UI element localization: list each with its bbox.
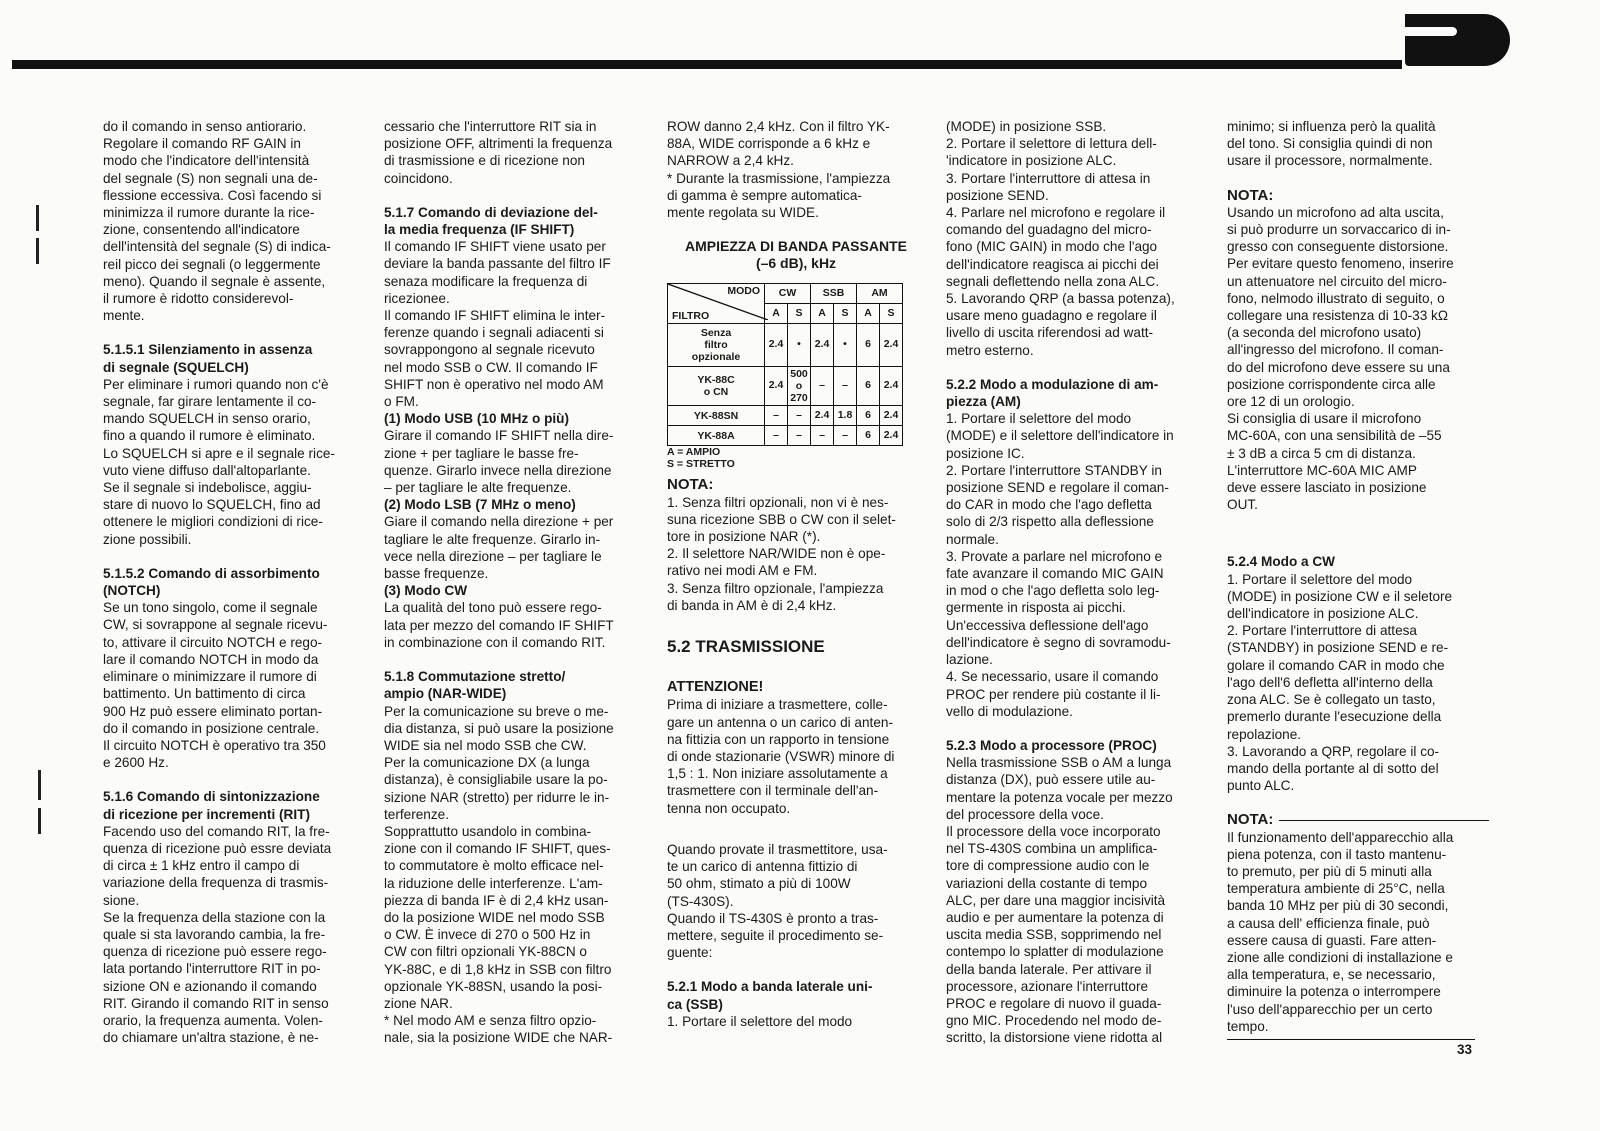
mode-header: SSB bbox=[811, 283, 857, 303]
paragraph: ROW danno 2,4 kHz. Con il filtro YK- 88A, WIDE corrisponde a 6 kHz e NARROW a 2,4 kHz. * Durante la trasmissione, l'ampiezza di gamma è sempre automatica- mente regolata su WIDE. bbox=[667, 119, 891, 221]
subcol-header: S bbox=[834, 303, 857, 323]
row-label: YK-88C o CN bbox=[668, 367, 765, 406]
mode-header: AM bbox=[857, 283, 903, 303]
paragraph: Il funzionamento dell'apparecchio alla piena potenza, con il tasto mantenu- to premuto, per più di 5 minuti alla temperatura ambiente di 25°C, nella banda 10 MHz per più di 30 secondi, a causa dell' efficienza finale, può essere causa di guasti. Fare atten- zione alle condizioni di installazione e alla temperatura, e, se necessario, diminuire la potenza o interrompere l'uso dell'apparecchio per un certo tempo. bbox=[1227, 829, 1454, 1034]
table-cell: 2.4 bbox=[811, 406, 834, 426]
chapter-tab bbox=[1405, 14, 1510, 66]
paragraph: do il comando in senso antiorario. Regolare il comando RF GAIN in modo che l'indicatore dell'intensità del segnale (S) non segnali una de- flessione eccessiva. Così facendo si minimizza il rumore durante la rice- zione, consentendo all'indicatore dell'intensità del segnale (S) di indica- reil picco dei segnali (o leggermente meno). Quando il segnale è assente, il rumore è ridotto considerevol- mente. bbox=[103, 119, 331, 324]
paragraph: Girare il comando IF SHIFT nella dire- zione + per tagliare le basse fre- quenze. Girarlo invece nella direzione – per tagliare le alte frequenze. bbox=[384, 428, 614, 496]
mode-label: MODO bbox=[727, 284, 760, 297]
table-cell: • bbox=[834, 324, 857, 367]
table-title: AMPIEZZA DI BANDA PASSANTE (–6 dB), kHz bbox=[685, 238, 907, 272]
paragraph: 1. Senza filtri opzionali, non vi è nes- suna ricezione SBB o CW con il selet- tore in posizione NAR (*). 2. Il selettore NAR/WIDE non è ope- rativo nei modi AM e FM. 3. Senza filtro opzionale, l'ampiezza di banda in AM è di 2,4 kHz. bbox=[667, 494, 896, 613]
table-cell: – bbox=[765, 406, 788, 426]
paragraph: (MODE) in posizione SSB. 2. Portare il selettore di lettura dell- 'indicatore in posizione ALC. 3. Portare l'interruttore di attesa in posizione SEND. 4. Parlare nel microfono e regolare il comando del guadagno del micro- fono (MIC GAIN) in modo che l'ago dell'indicatore reagisca ai picchi dei segnali deflettendo nella zona ALC. 5. Lavorando QRP (a bassa potenza), usare meno guadagno e regolare il livello di uscita riferendosi ad watt- metro esterno. bbox=[946, 119, 1175, 358]
table-row bbox=[668, 367, 903, 406]
subcol-header: S bbox=[880, 303, 903, 323]
table-legend: A = AMPIO S = STRETTO bbox=[667, 446, 735, 471]
header-rule bbox=[12, 60, 1402, 69]
section-title: 5.2 TRASMISSIONE bbox=[667, 637, 825, 657]
paragraph: Giare il comando nella direzione + per tagliare le alte frequenze. Girarlo in- vece nella direzione – per tagliare le basse frequenze. bbox=[384, 514, 614, 582]
row-label: Senza filtro opzionale bbox=[668, 324, 765, 367]
page-number: 33 bbox=[1457, 1042, 1473, 1057]
table-row bbox=[668, 426, 903, 446]
table-cell: 6 bbox=[857, 367, 880, 406]
column-3 bbox=[667, 118, 925, 1030]
binding-mark bbox=[38, 770, 41, 800]
paragraph: Facendo uso del comando RIT, la fre- quenza di ricezione può essre deviata di circa ± 1 kHz entro il campo di variazione della frequenza di trasmis- sione. Se la frequenza della stazione con la quale si sta lavorando cambia, la fre- quenza di ricezione può essere rego- lata portando l'interruttore RIT in po- sizione ON e azionando il comando RIT. Girando il comando RIT in senso orario, la frequenza aumenta. Volen- do chiamare un'altra stazione, è ne- bbox=[103, 823, 332, 1046]
paragraph: Per la comunicazione su breve o me- dia distanza, si può usare la posizione WIDE sia nel modo SSB che CW. Per la comunicazione DX (a lunga distanza), è consigliabile usare la po- sizione NAR (stretto) per ridurre le in- terferenze. Sopprattutto usandolo in combina- zione con il comando IF SHIFT, ques- to commutatore è molto efficace nel- la riduzione delle interferenze. L'am- piezza di banda IF è di 2,4 kHz usan- do la posizione WIDE nel modo SSB o CW. È invece di 270 o 500 Hz in CW con filtri opzionali YK-88CN o YK-88C, e di 1,8 kHz in SSB con filtro opzionale YK-88SN, usando la posi- zione NAR. * Nel modo AM e senza filtro opzio- nale, sia la posizione WIDE che NAR- bbox=[384, 703, 614, 1046]
subheading: (1) Modo USB (10 MHz o più) bbox=[384, 411, 570, 427]
nota-title: NOTA: bbox=[1227, 186, 1274, 204]
paragraph: Se un tono singolo, come il segnale CW, si sovrappone al segnale ricevu- to, attivare il circuito NOTCH e rego- lare il comando NOTCH in modo da eliminare o minimizzare il rumore di battimento. Un battimento di circa 900 Hz può essere eliminato portan- do il comando in posizione centrale. Il circuito NOTCH è operativo tra 350 e 2600 Hz. bbox=[103, 600, 328, 771]
row-label: YK-88SN bbox=[668, 406, 765, 426]
paragraph: 1. Portare il selettore del modo (MODE) in posizione CW e il seletore dell'indicatore in posizione ALC. 2. Portare l'interruttore di attesa (STANDBY) in posizione SEND e re- golare il comando CAR in modo che l'ago dell'6 defletta all'interno della zona ALC. Se è collegato un tasto, premerlo durante l'esecuzione della repolazione. 3. Lavorando a QRP, regolare il co- mando della portante al di sotto del punto ALC. bbox=[1227, 571, 1453, 794]
subheading: (3) Modo CW bbox=[384, 583, 468, 599]
paragraph: minimo; si influenza però la qualità del tono. Si consiglia quindi di non usare il processore, normalmente. bbox=[1227, 119, 1436, 169]
subcol-header: S bbox=[788, 303, 811, 323]
paragraph: Per eliminare i rumori quando non c'è segnale, far girare lentamente il co- mando SQUELCH in senso orario, fino a quando il rumore è eliminato. Lo SQUELCH si apre e il segnale rice- vuto viene diffuso dall'altoparlante. Se il segnale si indebolisce, aggiu- stare di nuovo lo SQUELCH, fino ad ottenere le migliori condizioni di rice- zione possibili. bbox=[103, 376, 335, 547]
paragraph: cessario che l'interruttore RIT sia in posizione OFF, altrimenti la frequenza di trasmissione e di ricezione non coincidono. bbox=[384, 119, 613, 186]
section-heading: 5.2.4 Modo a CW bbox=[1227, 554, 1336, 570]
paragraph: 1. Portare il selettore del modo bbox=[667, 1013, 853, 1029]
subheading: (2) Modo LSB (7 MHz o meno) bbox=[384, 497, 576, 513]
mode-header: CW bbox=[765, 283, 811, 303]
nota-end-rule bbox=[1227, 1039, 1475, 1040]
table-cell: – bbox=[811, 367, 834, 406]
table-cell: 2.4 bbox=[765, 324, 788, 367]
column-1 bbox=[103, 118, 365, 1046]
section-heading: 5.1.5.2 Comando di assorbimento (NOTCH) bbox=[103, 565, 320, 599]
section-heading: 5.2.1 Modo a banda laterale uni- ca (SSB) bbox=[667, 979, 873, 1012]
warning-title: ATTENZIONE! bbox=[667, 679, 764, 696]
nota-title: NOTA: bbox=[667, 476, 714, 494]
table-corner bbox=[668, 283, 765, 323]
table-cell: 2.4 bbox=[880, 324, 903, 367]
section-heading: 5.1.6 Comando di sintonizzazione di ricezione per incrementi (RIT) bbox=[103, 789, 320, 822]
paragraph: Nella trasmissione SSB o AM a lunga distanza (DX), può essere utile au- mentare la potenza vocale per mezzo del processore della voce. Il processore della voce incorporato nel TS-430S combina un amplifica- tore di compressione audio con le variazioni della costante di tempo ALC, per dare una maggior incisività audio e per aumentare la potenza di uscita media SSB, sopprimendo nel contempo lo splatter di modulazione della banda laterale. Per attivare il processore, azionare l'interruttore PROC e regolare di nuovo il guada- gno MIC. Procedendo nel modo de- scritto, la distorsione viene ridotta al bbox=[946, 755, 1173, 1046]
binding-mark bbox=[36, 205, 39, 231]
table-cell: 1.8 bbox=[834, 406, 857, 426]
nota-rule bbox=[1279, 820, 1489, 821]
paragraph: 1. Portare il selettore del modo (MODE) e il selettore dell'indicatore in posizione IC. 2. Portare l'interruttore STANDBY in posizione SEND e regolare il coman- do CAR in modo che l'ago defletta solo di 2/3 rispetto alla deflessione normale. 3. Provate a parlare nel microfono e fate avanzare il comando MIC GAIN in mod o che l'ago defletta solo leg- germente in risposta ai picchi. Un'eccessiva deflessione dell'ago dell'indicatore è segno di sovramodu- lazione. 4. Se necessario, usare il comando PROC per rendere più costante il li- vello di modulazione. bbox=[946, 411, 1174, 719]
binding-mark bbox=[38, 808, 41, 834]
table-cell: – bbox=[811, 426, 834, 446]
subcol-header: A bbox=[811, 303, 834, 323]
section-heading: 5.2.3 Modo a processore (PROC) bbox=[946, 737, 1157, 753]
table-row bbox=[668, 324, 903, 367]
nota-header bbox=[1227, 811, 1489, 828]
column-5 bbox=[1227, 118, 1489, 1040]
subcol-header: A bbox=[857, 303, 880, 323]
table-cell: – bbox=[788, 426, 811, 446]
table-cell: • bbox=[788, 324, 811, 367]
table-cell: – bbox=[834, 426, 857, 446]
paragraph: Il comando IF SHIFT viene usato per deviare la banda passante del filtro IF senaza modificare la frequenza di ricezionee. Il comando IF SHIFT elimina le inter- ferenze quando i segnali adiacenti si sovrappongono al segnale ricevuto nel modo SSB o CW. Il comando IF SHIFT non è operativo nel modo AM o FM. bbox=[384, 239, 611, 410]
table-cell: 500 o 270 bbox=[788, 367, 811, 406]
table-cell: – bbox=[765, 426, 788, 446]
paragraph: La qualità del tono può essere rego- lata per mezzo del comando IF SHIFT in combinazione con il comando RIT. bbox=[384, 600, 614, 650]
section-heading: 5.1.5.1 Silenziamento in assenza di segnale (SQUELCH) bbox=[103, 342, 313, 375]
paragraph: Quando provate il trasmettitore, usa- te un carico di antenna fittizio di 50 ohm, stimato a più di 100W (TS-430S). Quando il TS-430S è pronto a tras- mettere, seguite il procedimento se- guente: bbox=[667, 841, 888, 961]
subcol-header: A bbox=[765, 303, 788, 323]
filter-label: FILTRO bbox=[672, 310, 710, 323]
section-heading: 5.1.8 Commutazione stretto/ ampio (NAR-WIDE) bbox=[384, 669, 566, 702]
paragraph: Prima di iniziare a trasmettere, colle- gare un antenna o un carico di anten- na fittizia con un rapporto in tensione di onde stazionarie (VSWR) minore di 1,5 : 1. Non iniziare assolutamente a trasmettere con il terminale dell'an- tenna non occupato. bbox=[667, 697, 895, 816]
nota-title: NOTA: bbox=[1227, 811, 1274, 829]
table-cell: 2.4 bbox=[880, 367, 903, 406]
table-cell: 2.4 bbox=[811, 324, 834, 367]
column-4 bbox=[946, 118, 1208, 1047]
table-cell: 6 bbox=[857, 426, 880, 446]
paragraph: Usando un microfono ad alta uscita, si può produrre un sorvaccarico di in- gresso con conseguente distorsione. Per evitare questo fenomeno, inserire un attenuatore nel circuito del micro- fono, nelmodo illustrato di seguito, o collegare una resistenza di 10-33 kΩ (a seconda del microfono usato) all'ingresso del microfono. Il coman- do del microfono deve essere su una posizione corrispondente circa alle ore 12 di un orologio. Si consiglia di usare il microfono MC-60A, con una sensibilità de –55 ± 3 dB a circa 5 cm di distanza. L'interruttore MC-60A MIC AMP deve essere lasciato in posizione OUT. bbox=[1227, 204, 1454, 513]
table-cell: 6 bbox=[857, 406, 880, 426]
table-cell: 2.4 bbox=[880, 426, 903, 446]
table-row bbox=[668, 406, 903, 426]
section-heading: 5.2.2 Modo a modulazione di am- piezza (AM) bbox=[946, 376, 1159, 410]
binding-mark bbox=[36, 238, 39, 264]
section-heading: 5.1.7 Comando di deviazione del- la media frequenza (IF SHIFT) bbox=[384, 204, 598, 238]
table-cell: 6 bbox=[857, 324, 880, 367]
table-cell: – bbox=[834, 367, 857, 406]
table-cell: 2.4 bbox=[880, 406, 903, 426]
row-label: YK-88A bbox=[668, 426, 765, 446]
bandwidth-table bbox=[667, 283, 903, 447]
table-cell: 2.4 bbox=[765, 367, 788, 406]
table-cell: – bbox=[788, 406, 811, 426]
column-2 bbox=[384, 118, 646, 1047]
